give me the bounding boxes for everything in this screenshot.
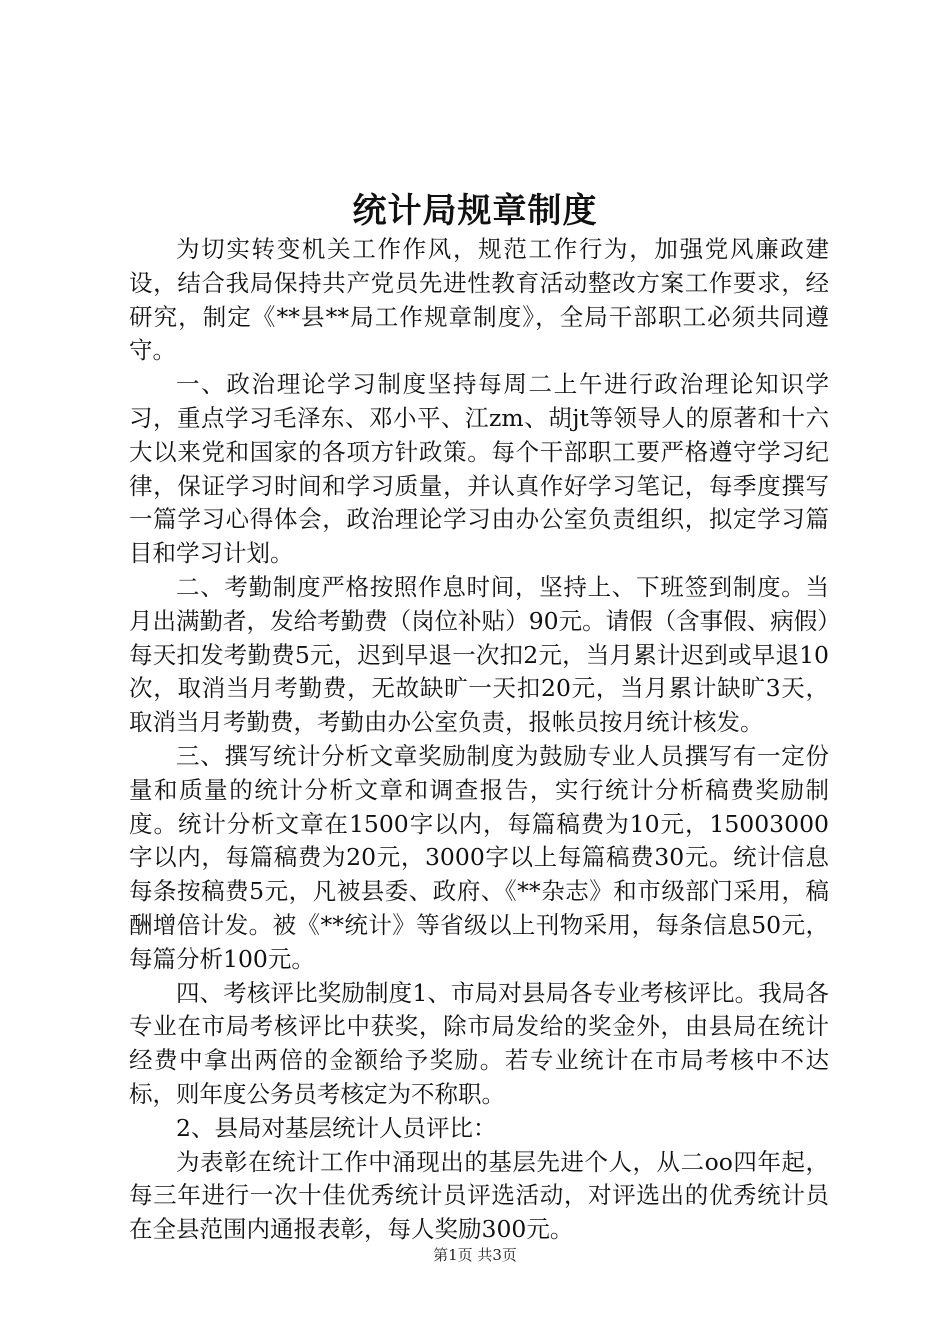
document-title: 统计局规章制度: [352, 191, 598, 231]
paragraph-intro: 为切实转变机关工作作风，规范工作行为，加强党风廉政建设，结合我局保持共产党员先进性教育活动整改方案工作要求，经研究，制定《**县**局工作规章制度》，全局干部职工必须共同遵守。: [129, 235, 829, 365]
paragraph-county-evaluation: 2、县局对基层统计人员评比：: [176, 1113, 497, 1142]
paragraph-attendance: 二、考勤制度严格按照作息时间，坚持上、下班签到制度。当月出满勤者，发给考勤费（岗位补贴）90元。请假（含事假、病假）每天扣发考勤费5元，迟到早退一次扣2元，当月累计迟到或早退10次，取消当月考勤费，无故缺旷一天扣20元，当月累计缺旷3天，取消当月考勤费，考勤由办公室负责，报帐员按月统计核发。: [129, 572, 829, 737]
paragraph-commendation: 为表彰在统计工作中涌现出的基层先进个人，从二oo四年起，每三年进行一次十佳优秀统计员评选活动，对评选出的优秀统计员在全县范围内通报表彰，每人奖励300元。: [129, 1147, 829, 1244]
paragraph-article-reward: 三、撰写统计分析文章奖励制度为鼓励专业人员撰写有一定份量和质量的统计分析文章和调查报告，实行统计分析稿费奖励制度。统计分析文章在1500字以内，每篇稿费为10元，15003000字以内，每篇稿费为20元，3000字以上每篇稿费30元。统计信息每条按稿费5元，凡被县委、政府、《**杂志》和市级部门采用，稿酬增倍计发。被《**统计》等省级以上刊物采用，每条信息50元，每篇分析100元。: [129, 741, 829, 973]
paragraph-assessment-reward: 四、考核评比奖励制度1、市局对县局各专业考核评比。我局各专业在市局考核评比中获奖，除市局发给的奖金外，由县局在统计经费中拿出两倍的金额给予奖励。若专业统计在市局考核中不达标，则年度公务员考核定为不称职。: [129, 978, 829, 1108]
page-number-footer: 第1页 共3页: [433, 1246, 517, 1264]
document-body: [129, 233, 829, 1247]
paragraph-political-study: 一、政治理论学习制度坚持每周二上午进行政治理论知识学习，重点学习毛泽东、邓小平、江zm、胡jt等领导人的原著和十六大以来党和国家的各项方针政策。每个干部职工要严格遵守学习纪律，保证学习时间和学习质量，并认真作好学习笔记，每季度撰写一篇学习心得体会，政治理论学习由办公室负责组织，拟定学习篇目和学习计划。: [129, 370, 829, 568]
